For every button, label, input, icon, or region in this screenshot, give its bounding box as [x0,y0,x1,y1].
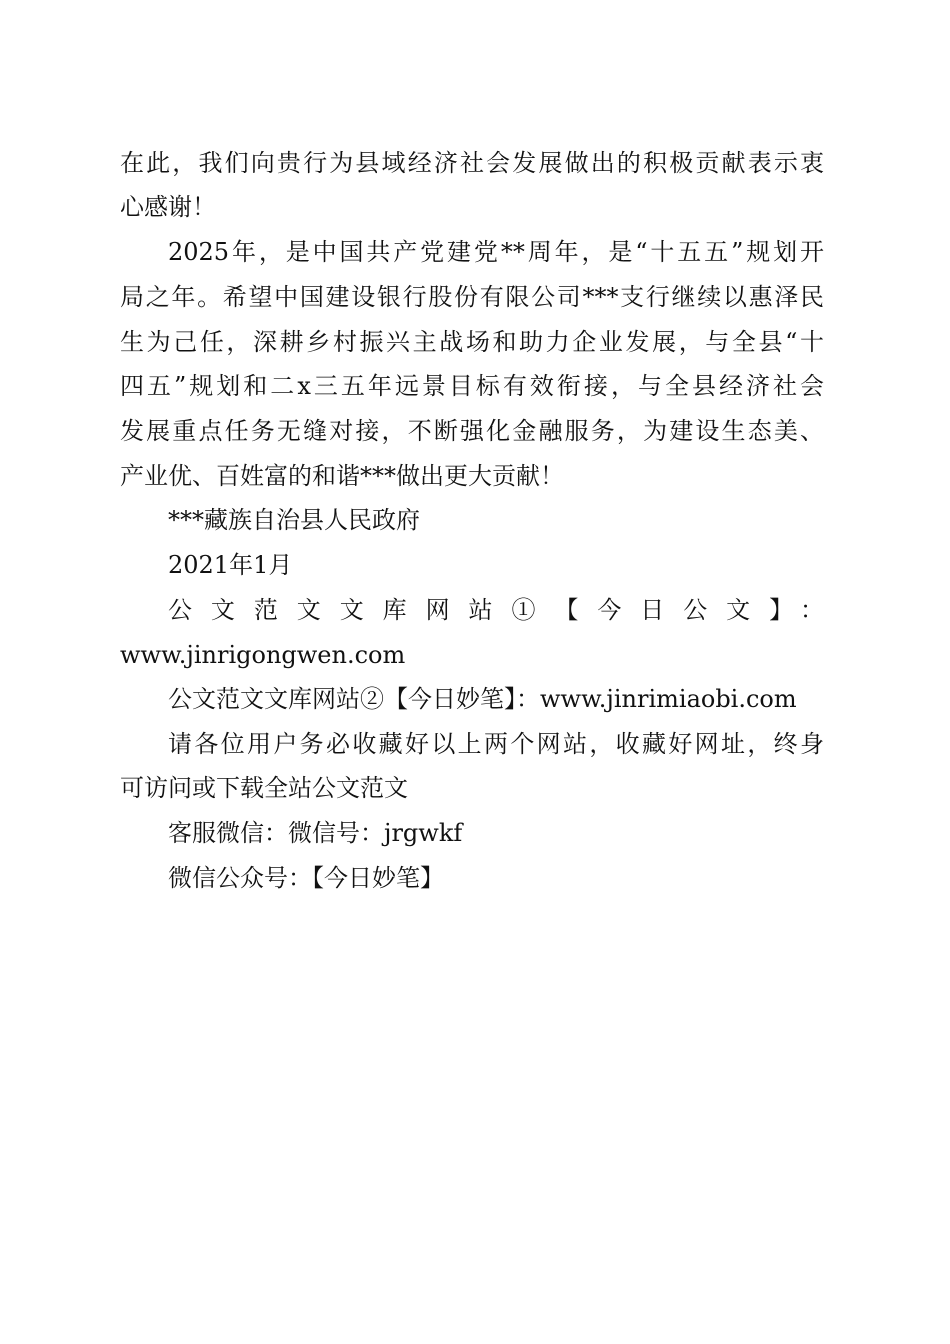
paragraph-line: 产业优、百姓富的和谐***做出更大贡献！ [120,462,564,490]
paragraph-line: 2025年，是中国共产党建党**周年，是“十五五”规划开 [168,238,824,266]
notice-line: 可访问或下载全站公文范文 [120,774,408,802]
website-url-1: www.jinrigongwen.com [120,641,406,669]
paragraph-line: 心感谢！ [120,193,216,221]
signature-organization: ***藏族自治县人民政府 [168,506,420,534]
customer-service-wechat: 客服微信：微信号：jrgwkf [168,819,463,847]
wechat-public-account: 微信公众号：【今日妙笔】 [168,864,444,892]
notice-line: 请各位用户务必收藏好以上两个网站，收藏好网址，终身 [168,730,824,758]
paragraph-line: 生为己任，深耕乡村振兴主战场和助力企业发展，与全县“十 [120,328,824,356]
website-line-1: 公文范文文库网站①【今日公文】： [168,596,824,624]
website-line-2: 公文范文文库网站②【今日妙笔】：www.jinrimiaobi.com [168,685,797,713]
paragraph-line: 局之年。希望中国建设银行股份有限公司***支行继续以惠泽民 [120,283,824,311]
paragraph-line: 在此，我们向贵行为县域经济社会发展做出的积极贡献表示衷 [120,149,824,177]
paragraph-line: 四五”规划和二x三五年远景目标有效衔接，与全县经济社会 [120,372,824,400]
signature-date: 2021年1月 [168,551,293,579]
paragraph-line: 发展重点任务无缝对接，不断强化金融服务，为建设生态美、 [120,417,824,445]
